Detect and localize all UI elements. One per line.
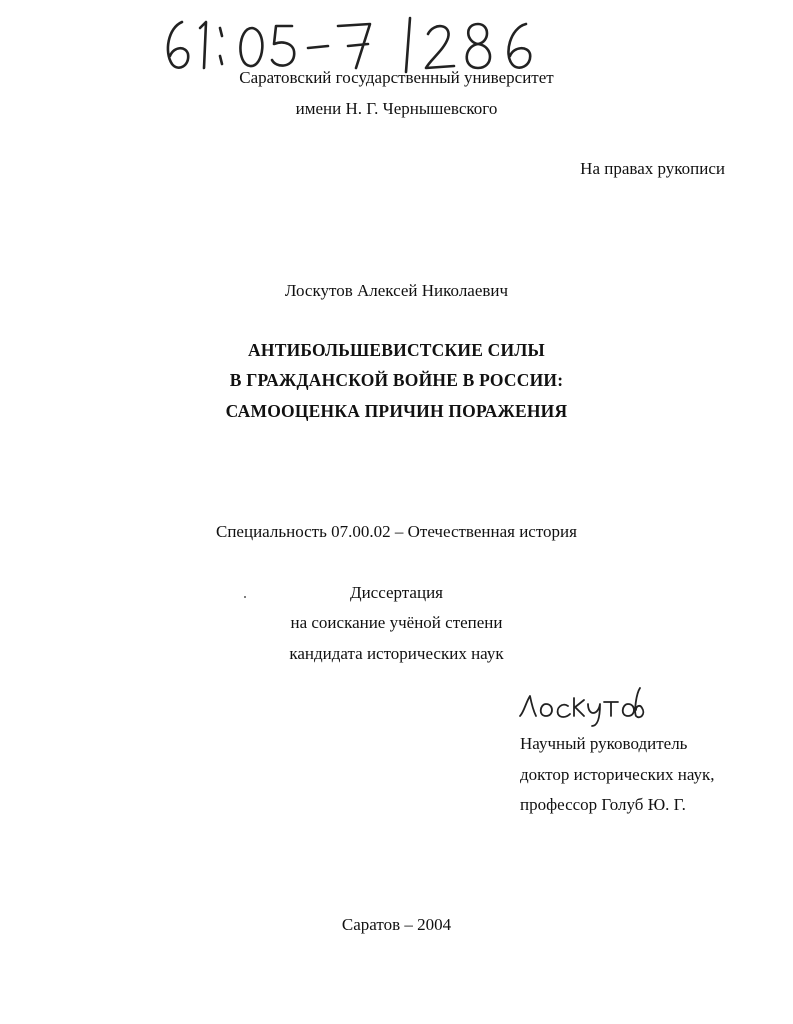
handwritten-signature bbox=[516, 682, 646, 728]
work-type-line-3: кандидата исторических наук bbox=[289, 644, 504, 663]
institution-line-1: Саратовский государственный университет bbox=[239, 68, 554, 87]
city-year: Саратов – 2004 bbox=[341, 915, 452, 934]
institution-line-2: имени Н. Г. Чернышевского bbox=[295, 99, 498, 118]
specialty: Специальность 07.00.02 – Отечественная история bbox=[216, 522, 577, 541]
scan-speck bbox=[244, 596, 246, 598]
advisor-line-2: доктор исторических наук, bbox=[520, 765, 715, 784]
handwritten-archive-mark bbox=[160, 14, 540, 76]
advisor-line-3: профессор Голуб Ю. Г. bbox=[520, 795, 686, 814]
work-type-line-1: Диссертация bbox=[349, 583, 443, 602]
work-type-line-2: на соискание учёной степени bbox=[290, 613, 503, 632]
title-line-1: АНТИБОЛЬШЕВИСТСКИЕ СИЛЫ bbox=[248, 340, 545, 360]
title-line-3: САМООЦЕНКА ПРИЧИН ПОРАЖЕНИЯ bbox=[225, 401, 568, 421]
author-name: Лоскутов Алексей Николаевич bbox=[284, 281, 509, 300]
manuscript-rights: На правах рукописи bbox=[580, 159, 725, 178]
advisor-line-1: Научный руководитель bbox=[520, 734, 688, 753]
title-line-2: В ГРАЖДАНСКОЙ ВОЙНЕ В РОССИИ: bbox=[229, 370, 564, 390]
